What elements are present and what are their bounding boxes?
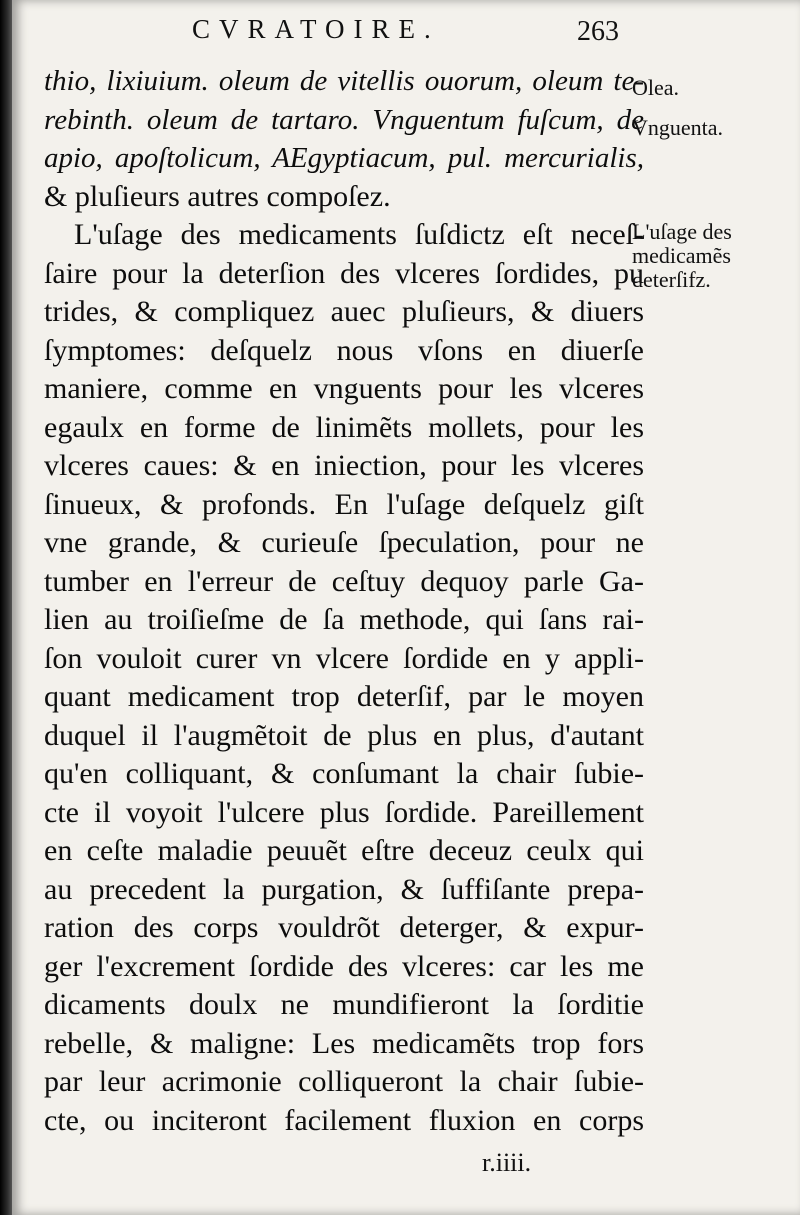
text-line: vlceres caues: & en iniection, pour les vlceres bbox=[44, 449, 644, 482]
text-line: maniere, comme en vnguents pour les vlceres bbox=[44, 372, 644, 405]
text-line: L'uſage des medicaments ſuſdictz eſt neceſ- bbox=[74, 218, 644, 251]
margin-note-usage bbox=[632, 220, 732, 292]
text-line: thio, lixiuium. oleum de vitellis ouorum, oleum te- bbox=[44, 65, 644, 97]
book-page bbox=[12, 0, 800, 1215]
text-line: rebelle, & maligne: Les medicamẽts trop fors bbox=[44, 1026, 644, 1060]
margin-note-line: deterſifz. bbox=[632, 267, 711, 292]
text-line: ger l'excrement ſordide des vlceres: car les me bbox=[44, 949, 644, 983]
margin-note-olea: Olea. bbox=[632, 75, 680, 100]
text-line: au precedent la purgation, & ſuffiſante prepa- bbox=[44, 872, 644, 906]
margin-note-line: L'uſage des bbox=[632, 219, 732, 244]
text-line: en ceſte maladie peuuẽt eſtre deceuz ceulx qui bbox=[44, 834, 644, 867]
text-line: par leur acrimonie colliqueront la chair ſubie- bbox=[44, 1065, 644, 1098]
body-text bbox=[44, 62, 644, 1140]
text-line: ſaire pour la deterſion des vlceres ſordides, pu bbox=[44, 256, 644, 290]
text-line: ſon vouloit curer vn vlcere ſordide en y appli- bbox=[44, 641, 644, 675]
text-line: lien au troiſieſme de ſa methode, qui ſans rai- bbox=[44, 603, 644, 636]
text-line: & pluſieurs autres compoſez. bbox=[44, 179, 391, 213]
margin-note-vnguenta: Vnguenta. bbox=[632, 115, 724, 140]
text-line: ration des corps vouldrõt deterger, & expur- bbox=[44, 911, 644, 944]
text-line: apio, apoſtolicum, AEgyptiacum, pul. mercurialis, bbox=[44, 142, 644, 174]
text-line: ſymptomes: deſquelz nous vſons en diuerſe bbox=[44, 333, 644, 367]
text-line: duquel il l'augmẽtoit de plus en plus, d'autant bbox=[44, 718, 644, 752]
page-header bbox=[12, 14, 800, 54]
text-line: tumber en l'erreur de ceſtuy dequoy parle Ga- bbox=[44, 564, 644, 598]
margin-note-line: medicamẽs bbox=[632, 243, 731, 268]
text-line: qu'en colliquant, & conſumant la chair ſubie- bbox=[44, 757, 644, 790]
text-line: dicaments doulx ne mundifieront la ſorditie bbox=[44, 988, 644, 1021]
text-line: trides, & compliquez auec pluſieurs, & diuers bbox=[44, 295, 644, 328]
page-number: 263 bbox=[577, 16, 619, 47]
running-title: CVRATOIRE. bbox=[192, 14, 440, 44]
signature-mark: r.iiii. bbox=[482, 1148, 532, 1177]
text-line: cte, ou inciteront facilement fluxion en corps bbox=[44, 1103, 644, 1137]
text-line: egaulx en forme de linimẽts mollets, pour les bbox=[44, 410, 644, 444]
binding-gutter bbox=[0, 0, 12, 1215]
text-line: cte il voyoit l'ulcere plus ſordide. Pareillement bbox=[44, 795, 644, 829]
text-line: rebinth. oleum de tartaro. Vnguentum fuſcum, de bbox=[44, 103, 644, 136]
text-line: ſinueux, & profonds. En l'uſage deſquelz giſt bbox=[44, 487, 644, 521]
text-line: quant medicament trop deterſif, par le moyen bbox=[44, 680, 644, 713]
text-line: vne grande, & curieuſe ſpeculation, pour ne bbox=[44, 526, 644, 559]
